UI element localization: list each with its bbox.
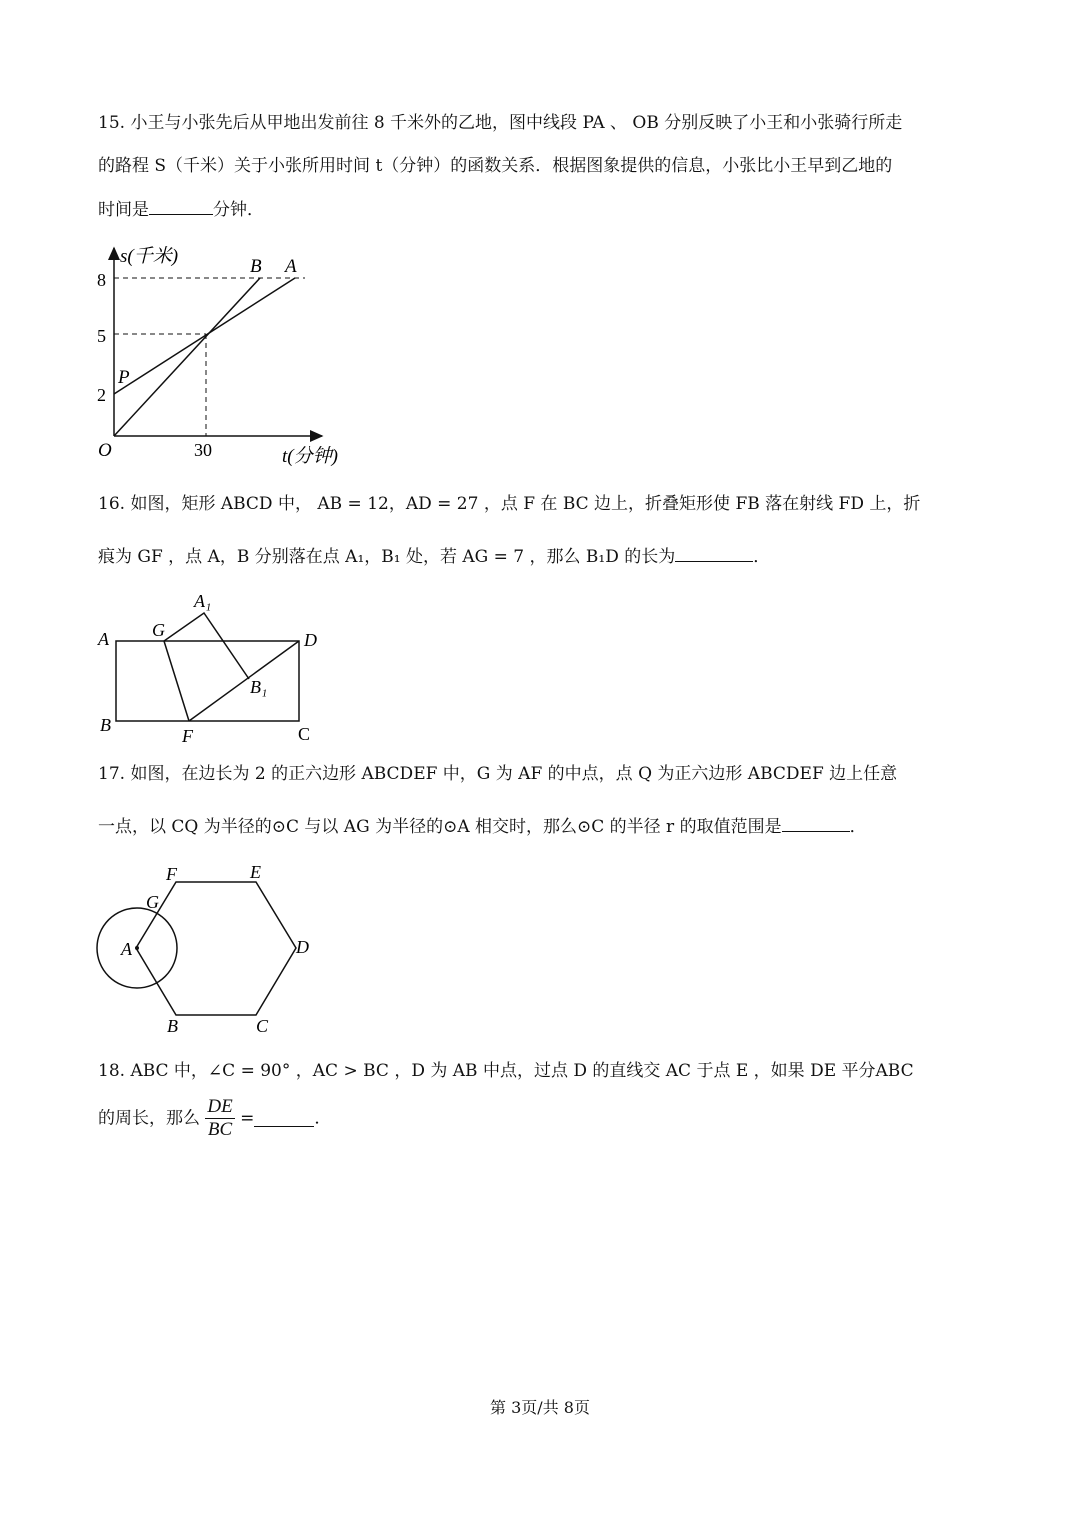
q17-line2	[98, 815, 867, 837]
q15-origin: O	[98, 440, 112, 461]
q16-line2-text: 痕为 GF ，点 A，B 分别落在点 A₁，B₁ 处，若 AG = 7 ，那么 B₁D 的长为	[98, 547, 676, 567]
q17-line2-text: 一点，以 CQ 为半径的⊙C 与以 AG 为半径的⊙A 相交时，那么⊙C 的半径 r 的取值范围是	[98, 817, 782, 837]
q16-folded-part	[164, 613, 249, 721]
q15-ytick-8: 8	[97, 270, 106, 290]
q15-line3	[98, 198, 264, 220]
q15-ytick-2: 2	[97, 385, 106, 405]
q18-frac-num: DE	[207, 1096, 233, 1117]
q15-label-A: A	[285, 256, 297, 277]
q15-line2: 的路程 S（千米）关于小张所用时间 t（分钟）的函数关系．根据图象提供的信息，小张比小王早到乙地的	[98, 156, 893, 176]
q16-line2	[98, 545, 770, 567]
q18-line2-post: ．	[314, 1108, 332, 1129]
q17-line1: 17. 如图，在边长为 2 的正六边形 ABCDEF 中，G 为 AF 的中点，点 Q 为正六边形 ABCDEF 边上任意	[98, 764, 898, 784]
q18-fraction	[205, 1096, 234, 1141]
q16-label-C: C	[298, 724, 311, 744]
q15-xlabel: t(分钟)	[282, 446, 338, 467]
q17-label-G: G	[146, 892, 159, 912]
q17-answer-blank[interactable]	[782, 815, 850, 832]
page-footer: 第 3页/共 8页	[490, 1398, 590, 1417]
q15-graph	[90, 240, 360, 470]
q15-label-B: B	[250, 256, 262, 277]
q18-line2-pre: 的周长，那么	[98, 1108, 200, 1129]
q16-label-B1: B₁	[250, 677, 268, 697]
q18-frac-den: BC	[207, 1119, 233, 1140]
q16-label-F: F	[182, 726, 193, 746]
q17-label-F: F	[166, 864, 177, 884]
q15-ylabel: s(千米)	[120, 246, 179, 267]
q18-answer-blank[interactable]	[254, 1110, 314, 1127]
q17-label-B: B	[167, 1016, 178, 1036]
q16-label-G: G	[152, 620, 165, 640]
q15-xtick-30: 30	[194, 440, 212, 460]
q17-label-D: D	[296, 937, 309, 957]
q15-line3-post: 分钟．	[213, 200, 264, 220]
q17-label-E: E	[250, 862, 261, 882]
q16-line2-post: ．	[753, 547, 771, 567]
q18-eq: =	[240, 1108, 255, 1129]
q16-label-D: D	[304, 630, 317, 650]
q16-line1: 16. 如图，矩形 ABCD 中， AB = 12，AD = 27 ，点 F 在 BC 边上，折叠矩形使 FB 落在射线 FD 上，折	[98, 494, 921, 514]
q15-label-P: P	[118, 367, 130, 388]
q16-answer-blank[interactable]	[675, 545, 753, 562]
q17-point-A	[135, 946, 139, 950]
q17-hexagon-ABCDEF	[136, 882, 296, 1015]
q16-figure	[90, 585, 340, 750]
q15-ytick-5: 5	[97, 326, 106, 346]
q17-line2-post: ．	[849, 817, 867, 837]
q18-line1: 18. ABC 中，∠C = 90° ，AC > BC ，D 为 AB 中点，过点 D 的直线交 AC 于点 E ，如果 DE 平分ABC	[98, 1061, 914, 1081]
q16-rectangle-ABCD	[116, 641, 299, 721]
q15-line1: 15. 小王与小张先后从甲地出发前往 8 千米外的乙地，图中线段 PA 、 OB 分别反映了小王和小张骑行所走	[98, 113, 903, 133]
q16-segment-FD	[189, 641, 299, 721]
q15-segment-OB	[114, 278, 260, 436]
q17-label-C: C	[256, 1016, 269, 1036]
q16-label-A1: A₁	[194, 591, 212, 611]
q17-label-A: A	[121, 939, 132, 959]
q15-segment-PA	[114, 278, 295, 394]
q16-label-B: B	[100, 715, 111, 735]
q15-line3-pre: 时间是	[98, 200, 149, 220]
q16-label-A: A	[98, 629, 109, 649]
q18-line2	[98, 1096, 331, 1148]
q17-figure	[90, 858, 330, 1038]
q15-answer-blank[interactable]	[149, 198, 213, 215]
